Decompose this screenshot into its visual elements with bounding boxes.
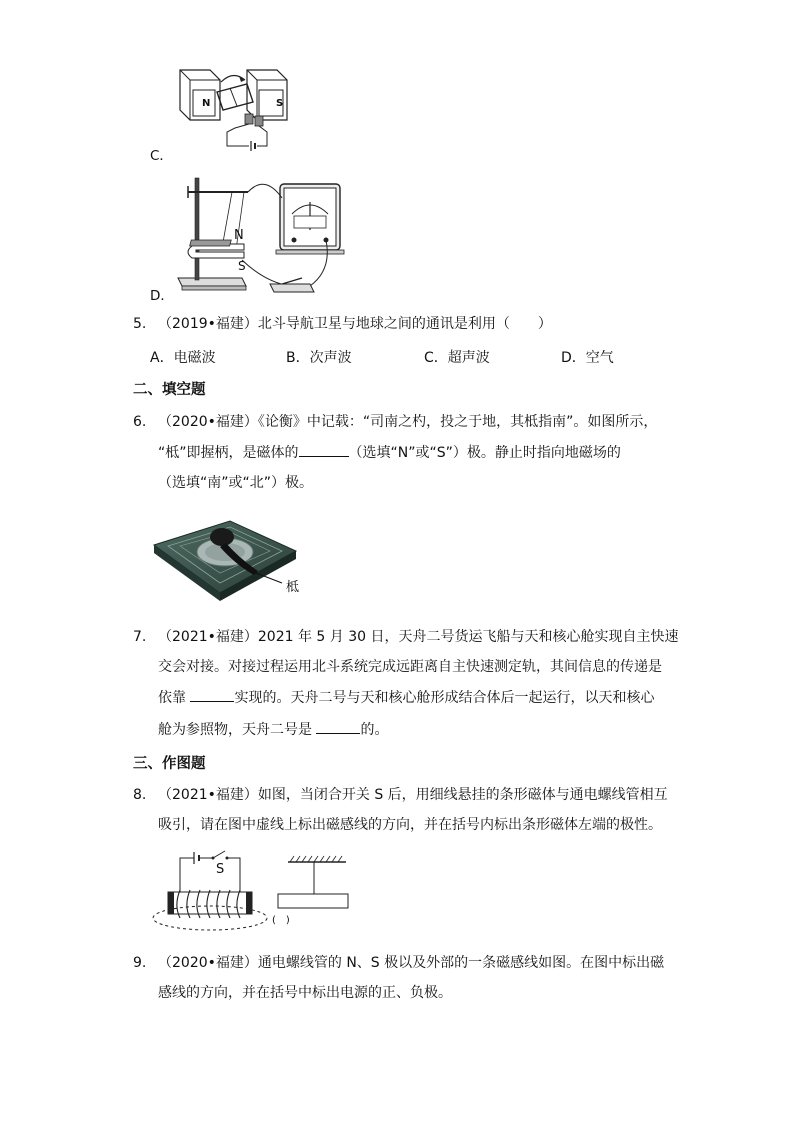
question-7-line-3-b: 实现的。天舟二号与天和核心舱形成结合体后一起运行，以天和核心: [234, 690, 655, 706]
question-7-line-4: [158, 719, 388, 740]
figure-d-diagram: [170, 170, 355, 300]
question-8-number: 8.: [133, 787, 147, 803]
question-8-circuit-diagram: [150, 848, 355, 930]
question-6-blank-1[interactable]: [299, 442, 349, 457]
question-5-text: （2019•福建）北斗导航卫星与地球之间的通讯是利用（ ）: [158, 316, 552, 332]
figure-d-label: D．: [150, 288, 174, 304]
question-6-compass-image: [150, 515, 300, 607]
figure-c-label: C．: [150, 148, 173, 164]
question-7-line-1: （2021•福建）2021 年 5 月 30 日，天舟二号货运飞船与天和核心舱实现自主快速: [158, 629, 679, 645]
question-9-line-1: （2020•福建）通电螺线管的 N、S 极以及外部的一条磁感线如图。在图中标出磁: [158, 955, 665, 971]
question-6-number: 6.: [133, 414, 147, 430]
question-7-line-2: 交会对接。对接过程运用北斗系统完成远距离自主快速测定轨，其间信息的传递是: [158, 659, 662, 675]
figure-d-pole-s: S: [238, 259, 246, 273]
question-6-line-2: [158, 442, 621, 463]
section-fill-in-title: 二、填空题: [133, 382, 206, 398]
question-8-line-2: 吸引，请在图中虚线上标出磁感线的方向，并在括号内标出条形磁体左端的极性。: [158, 817, 662, 833]
question-8-switch-label: S: [216, 862, 225, 877]
figure-c-pole-n: N: [202, 98, 211, 109]
question-5-option-c: C．超声波: [424, 350, 490, 366]
question-7-blank-2[interactable]: [316, 719, 360, 734]
question-6-figure-label: 柢: [286, 580, 300, 595]
figure-d-pole-n: N: [234, 228, 244, 243]
question-7-blank-1[interactable]: [190, 687, 234, 702]
question-7-number: 7.: [133, 629, 147, 645]
question-8-line-1: （2021•福建）如图，当闭合开关 S 后，用细线悬挂的条形磁体与通电螺线管相互: [158, 787, 668, 803]
question-6-line-2-a: “柢”即握柄，是磁体的: [158, 445, 299, 461]
section-drawing-title: 三、作图题: [133, 756, 206, 772]
question-6-line-3-text: （选填“南”或“北”）极。: [158, 475, 314, 491]
question-8-polarity-bracket[interactable]: ( ): [272, 915, 290, 926]
figure-c-pole-s: S: [276, 98, 284, 109]
question-6-line-3: [158, 472, 313, 493]
question-6-line-2-b: （选填“N”或“S”）极。静止时指向地磁场的: [348, 445, 621, 461]
question-7-line-4-a: 舱为参照物，天舟二号是: [158, 722, 317, 738]
question-5-option-b: B．次声波: [286, 350, 352, 366]
question-5-option-d: D．空气: [561, 350, 614, 366]
question-7-line-4-b: 的。: [360, 722, 389, 738]
question-7-line-3-a: 依靠: [158, 690, 191, 706]
question-6-line-1: （2020•福建）《论衡》中记载：“司南之杓，投之于地，其柢指南”。如图所示，: [158, 414, 658, 430]
question-5-number: 5.: [133, 316, 147, 332]
question-9-line-2: 感线的方向，并在括号中标出电源的正、负极。: [158, 985, 452, 1001]
question-5-option-a: A．电磁波: [150, 350, 216, 366]
question-9-number: 9.: [133, 955, 147, 971]
question-7-line-3: [158, 687, 654, 708]
